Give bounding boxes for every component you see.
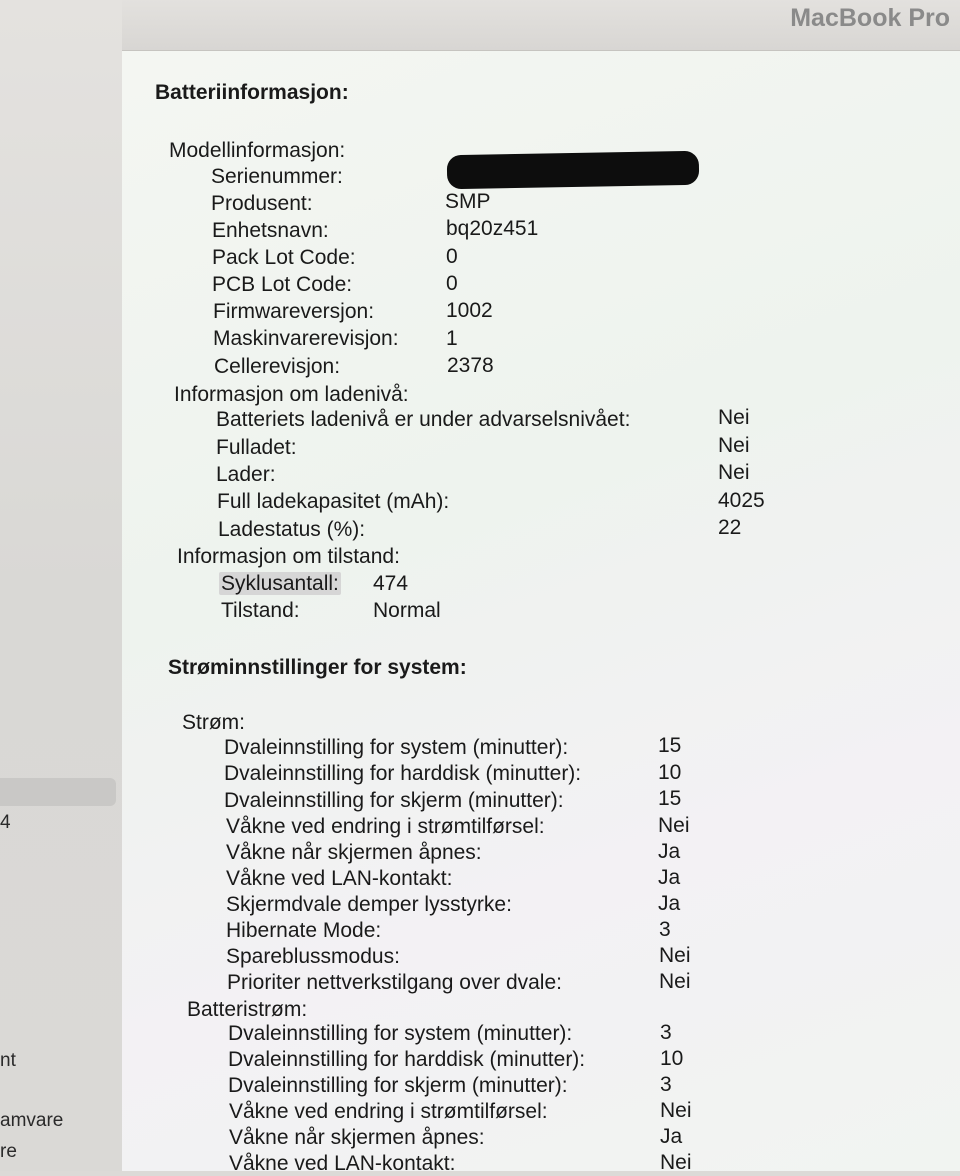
row-label: Ladestatus (%): [218,518,366,541]
power-heading: Strøminnstillinger for system: [168,656,467,679]
row-label: Enhetsnavn: [212,219,329,242]
row-value: 0 [446,245,458,268]
row-label: Våkne ved LAN-kontakt: [226,867,453,890]
sidebar-selected-item[interactable] [0,778,116,806]
row-label: Våkne ved LAN-kontakt: [229,1152,456,1175]
row-label: Dvaleinnstilling for harddisk (minutter): [224,762,582,785]
row-value: Nei [660,1151,692,1174]
row-value: SMP [445,190,491,213]
row-label: Fulladet: [216,436,297,459]
row-label: Skjermdvale demper lysstyrke: [226,893,512,916]
sidebar-fragment[interactable]: nt [0,1050,16,1071]
row-value: Ja [658,892,681,915]
row-value: 15 [658,787,682,810]
row-value: 1 [446,327,458,350]
row-label: Lader: [216,463,276,486]
battery-heading: Batteriinformasjon: [155,81,349,104]
row-label: Firmwareversjon: [213,300,375,323]
row-value: Ja [658,866,681,889]
row-value: 10 [660,1047,684,1070]
row-value: 3 [660,1073,672,1096]
row-value: Normal [373,599,441,622]
row-label: Dvaleinnstilling for system (minutter): [228,1022,573,1045]
row-value: 10 [658,761,682,784]
cycle-count-label: Syklusantall: [221,572,339,595]
sidebar-fragment[interactable]: amvare [0,1110,64,1131]
row-label: Våkne ved endring i strømtilførsel: [229,1100,548,1123]
row-label: Serienummer: [211,165,343,188]
charge-info-label: Informasjon om ladenivå: [174,383,409,406]
row-value: Nei [658,814,690,837]
row-label: Våkne når skjermen åpnes: [229,1126,485,1149]
row-value: 1002 [446,299,493,322]
sidebar-fragment[interactable]: re [0,1141,17,1162]
row-value: Nei [659,944,691,967]
row-value: 0 [446,272,458,295]
row-value: 3 [659,918,671,941]
window-titlebar [122,0,960,51]
model-info-label: Modellinformasjon: [169,139,346,162]
sidebar [0,0,122,1171]
row-value: Ja [658,840,681,863]
health-info-label: Informasjon om tilstand: [177,545,400,568]
ac-power-label: Strøm: [182,711,245,734]
row-value: 4025 [718,489,765,512]
row-value: Nei [660,1099,692,1122]
row-label: Cellerevisjon: [214,355,341,378]
row-value: 22 [718,516,742,539]
row-label: Våkne ved endring i strømtilførsel: [226,815,545,838]
battery-power-label: Batteristrøm: [187,998,308,1021]
row-value: Nei [718,461,750,484]
sidebar-fragment[interactable]: 4 [0,812,11,833]
row-label: Hibernate Mode: [226,919,382,942]
row-label: Maskinvarerevisjon: [213,327,399,350]
window-title: MacBook Pro [790,4,950,32]
row-label: Dvaleinnstilling for skjerm (minutter): [224,789,564,812]
row-value: Nei [659,970,691,993]
redaction-bar [447,151,700,189]
row-value: 3 [660,1021,672,1044]
row-label: Dvaleinnstilling for system (minutter): [224,736,569,759]
row-value: 15 [658,734,682,757]
row-label: Dvaleinnstilling for harddisk (minutter): [228,1048,586,1071]
row-label [219,572,341,596]
row-label: Spareblussmodus: [226,945,400,968]
row-label: Prioriter nettverkstilgang over dvale: [227,971,562,994]
row-value: Nei [718,406,750,429]
row-label: Batteriets ladenivå er under advarselsnivået: [216,408,631,431]
row-value: bq20z451 [446,217,539,240]
row-value: 474 [373,572,409,595]
row-label: Full ladekapasitet (mAh): [217,490,450,513]
row-value: Ja [660,1125,683,1148]
row-label: PCB Lot Code: [212,273,353,296]
row-label: Tilstand: [221,599,300,622]
row-label: Dvaleinnstilling for skjerm (minutter): [228,1074,568,1097]
row-label: Produsent: [211,192,313,215]
row-label: Pack Lot Code: [212,246,356,269]
row-label: Våkne når skjermen åpnes: [226,841,482,864]
row-value: 2378 [447,354,494,377]
row-value: Nei [718,434,750,457]
